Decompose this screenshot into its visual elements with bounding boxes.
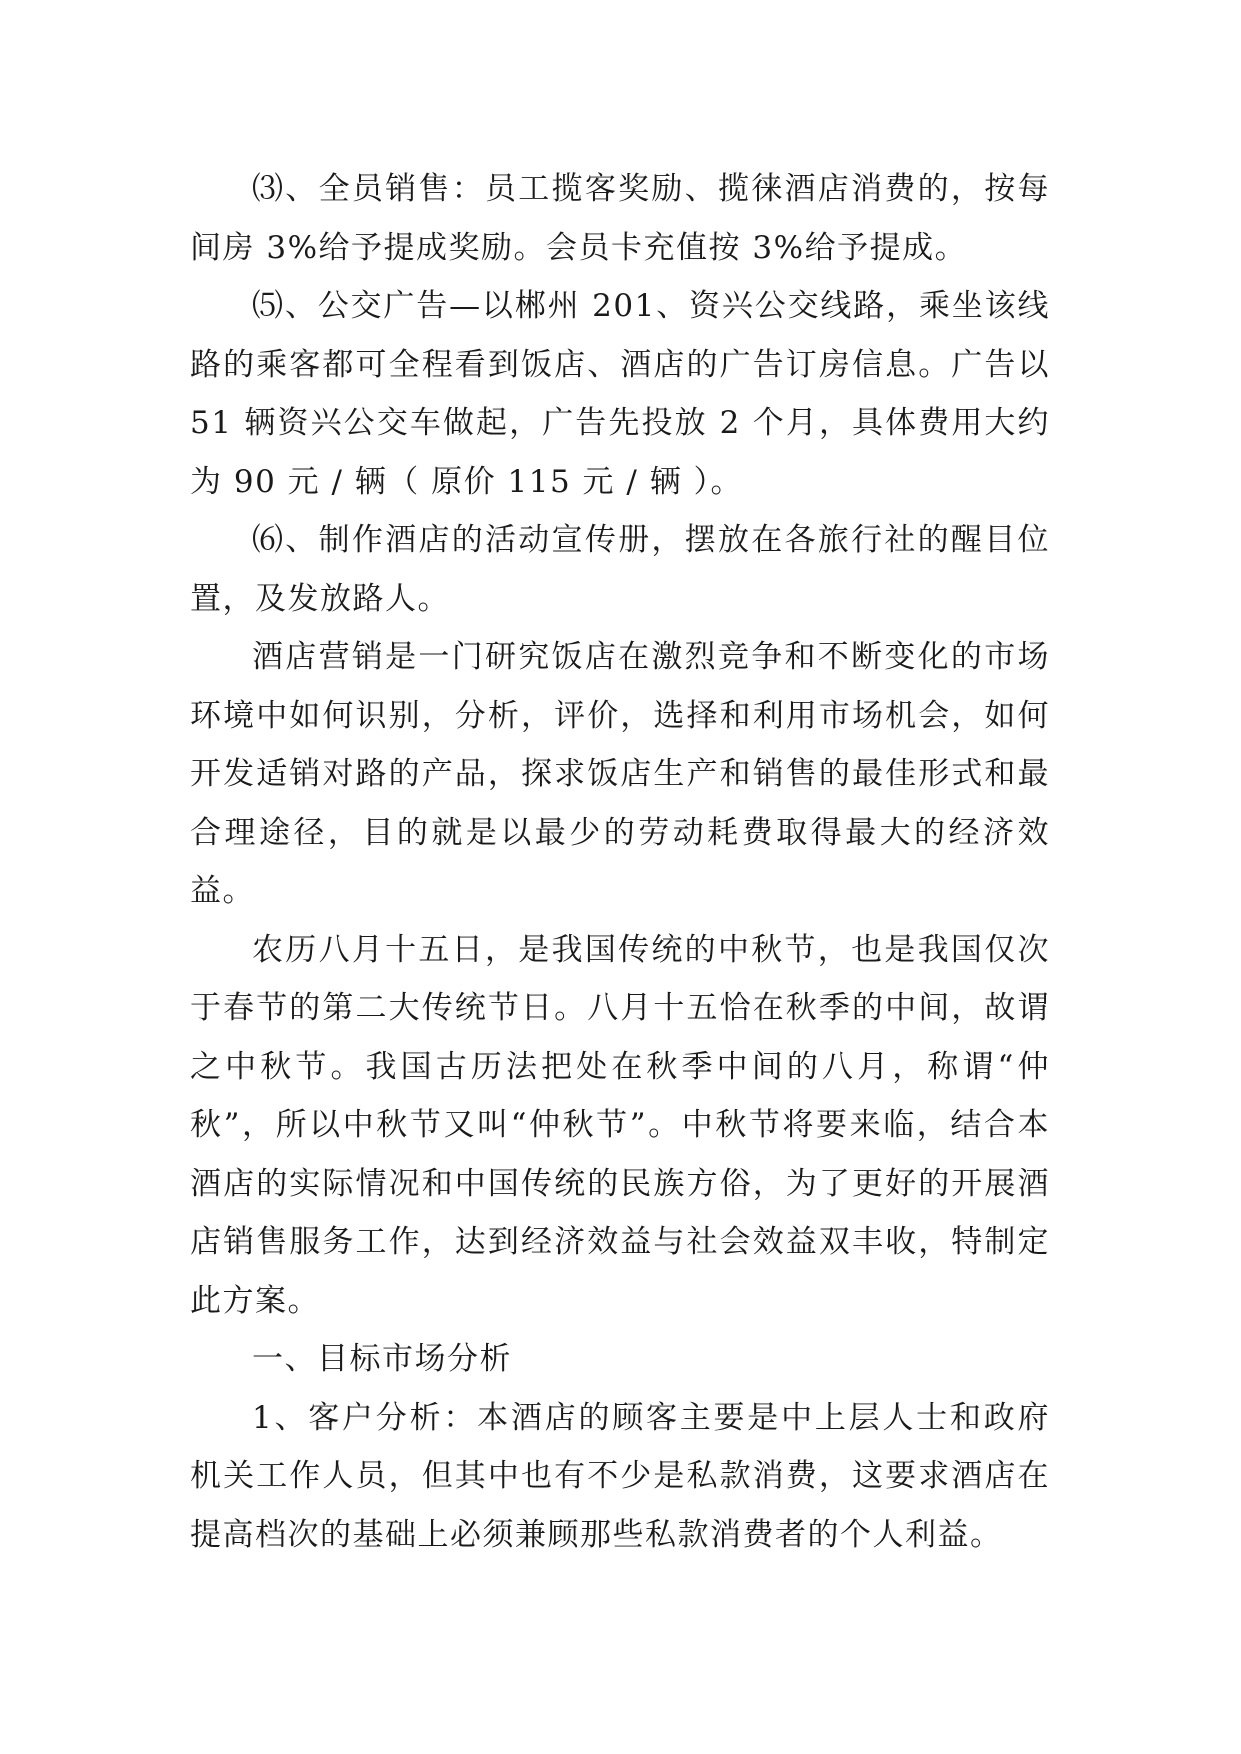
paragraph-brochure: ⑹、制作酒店的活动宣传册，摆放在各旅行社的醒目位置，及发放路人。 <box>190 522 1050 617</box>
paragraph-customer-analysis: 1、客户分析：本酒店的顾客主要是中上层人士和政府机关工作人员，但其中也有不少是私款消费，这要求酒店在提高档次的基础上必须兼顾那些私款消费者的个人利益。 <box>190 1399 1050 1553</box>
paragraph-mid-autumn: 农历八月十五日，是我国传统的中秋节，也是我国仅次于春节的第二大传统节日。八月十五恰在秋季的中间，故谓之中秋节。我国古历法把处在秋季中间的八月，称谓“仲秋”，所以中秋节又叫“仲秋节”。中秋节将要来临，结合本酒店的实际情况和中国传统的民族方俗，为了更好的开展酒店销售服务工作，达到经济效益与社会效益双丰收，特制定此方案。 <box>190 931 1050 1319</box>
section-heading-target-market: 一、目标市场分析 <box>252 1341 512 1377</box>
paragraph-bus-advertising: ⑸、公交广告—以郴州 201、资兴公交线路，乘坐该线路的乘客都可全程看到饭店、酒店的广告订房信息。广告以 51 辆资兴公交车做起，广告先投放 2 个月，具体费用大约为 90 元 / 辆（ 原价 115 元 / 辆 ）。 <box>190 288 1050 500</box>
document-page <box>190 160 1050 1564</box>
paragraph-staff-sales: ⑶、全员销售：员工揽客奖励、揽徕酒店消费的，按每间房 3%给予提成奖励。会员卡充值按 3%给予提成。 <box>190 171 1050 266</box>
paragraph-hotel-marketing: 酒店营销是一门研究饭店在激烈竞争和不断变化的市场环境中如何识别，分析，评价，选择和利用市场机会，如何开发适销对路的产品，探求饭店生产和销售的最佳形式和最合理途径，目的就是以最少的劳动耗费取得最大的经济效益。 <box>190 639 1050 909</box>
